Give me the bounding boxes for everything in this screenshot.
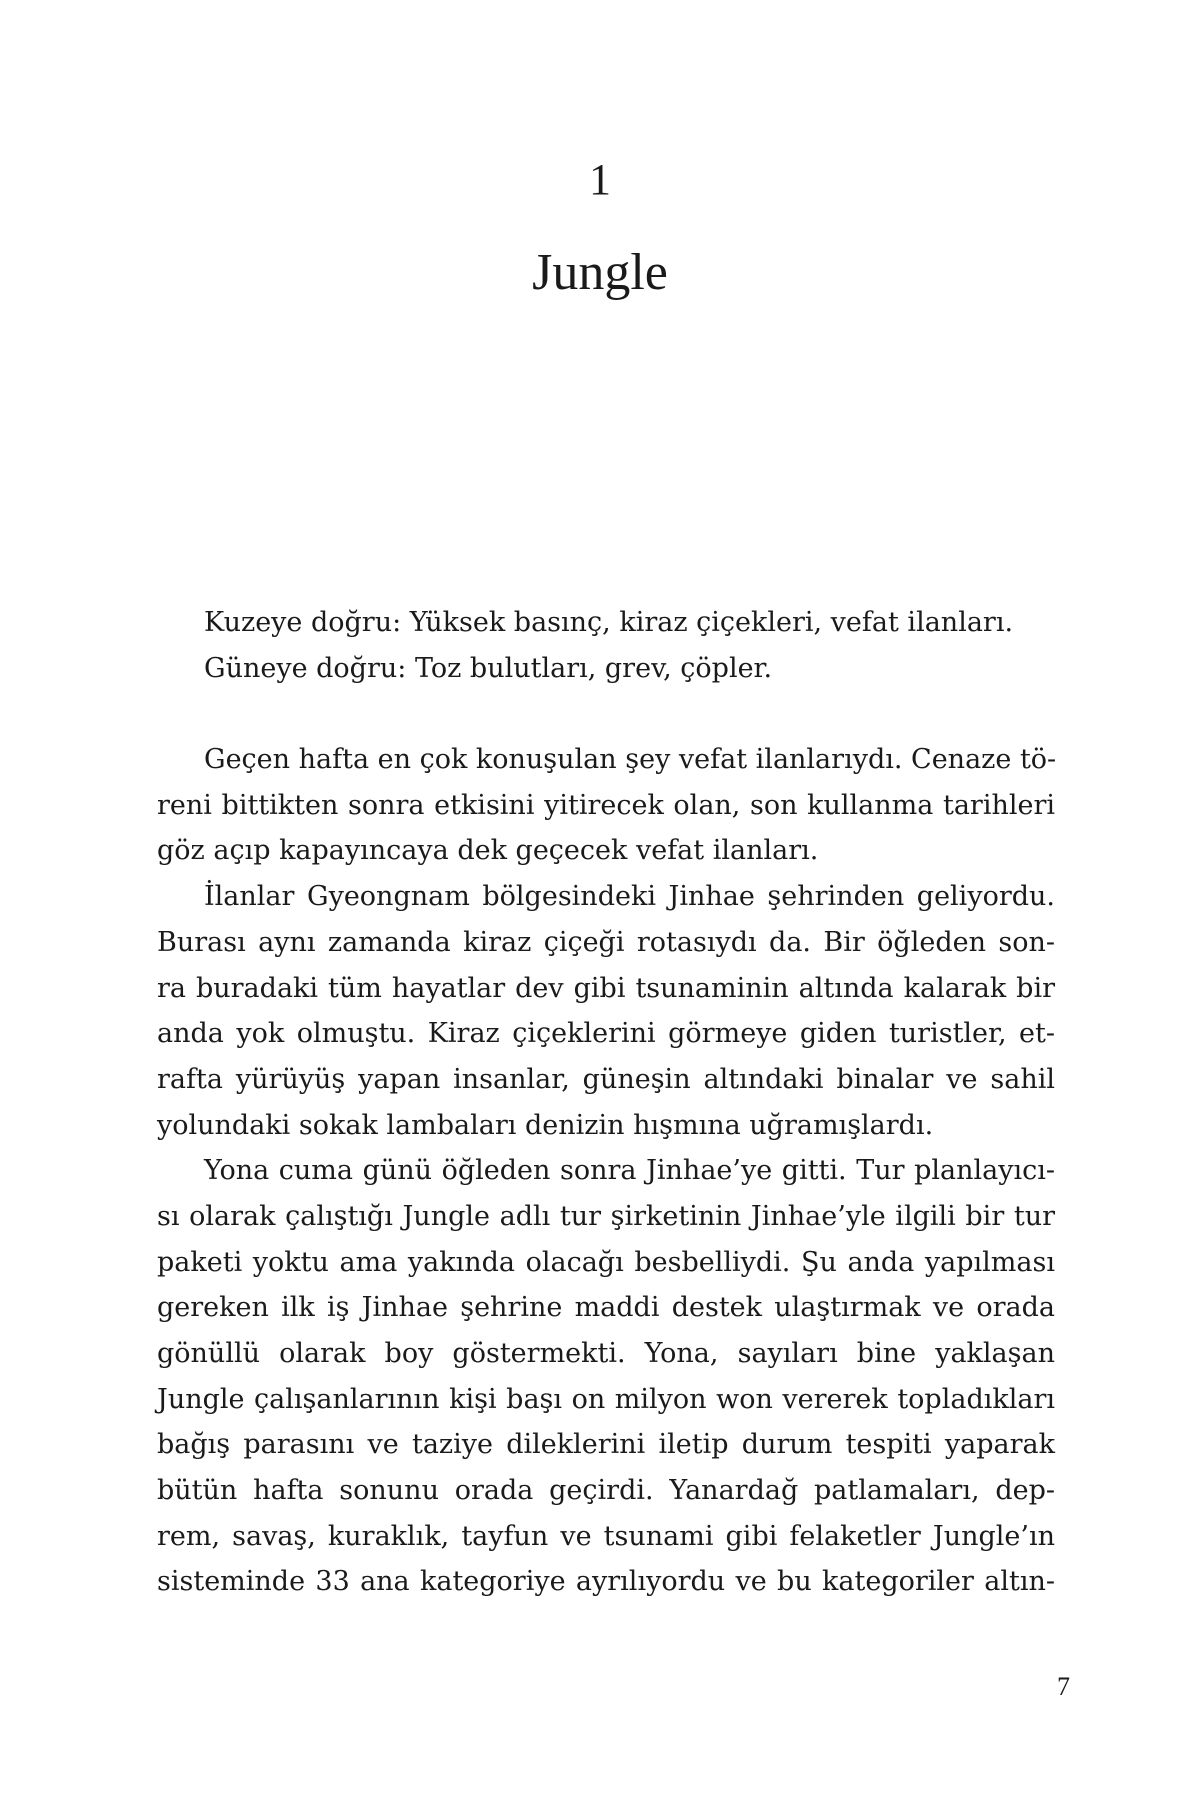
paragraph	[157, 737, 1055, 874]
text-line: Yona cuma günü öğleden sonra Jinhae’ye gitti. Tur planlayıcı-	[204, 1155, 1055, 1187]
text-line: Burası aynı zamanda kiraz çiçeği rotasıydı da. Bir öğleden son-	[157, 926, 1055, 958]
text-line: Jungle çalışanlarının kişi başı on milyon won vererek topladıkları	[157, 1383, 1055, 1415]
text-line: gereken ilk iş Jinhae şehrine maddi destek ulaştırmak ve orada	[157, 1292, 1055, 1324]
text-line: bağış parasını ve taziye dileklerini iletip durum tespiti yaparak	[157, 1429, 1055, 1461]
text-line: bütün hafta sonunu orada geçirdi. Yanardağ patlamaları, dep-	[157, 1475, 1055, 1507]
epigraph	[157, 600, 1055, 691]
text-line: reni bittikten sonra etkisini yitirecek olan, son kullanma tarihleri	[157, 789, 1055, 821]
text-line: anda yok olmuştu. Kiraz çiçeklerini görmeye giden turistler, et-	[157, 1018, 1055, 1050]
epigraph-line: Güneye doğru: Toz bulutları, grev, çöpler.	[204, 652, 773, 684]
text-line: sisteminde 33 ana kategoriye ayrılıyordu ve bu kategoriler altın-	[157, 1566, 1055, 1598]
text-line: göz açıp kapayıncaya dek geçecek vefat ilanları.	[157, 835, 819, 867]
paragraph	[157, 1148, 1055, 1605]
page-number: 7	[1057, 1672, 1070, 1701]
chapter-number: 1	[589, 155, 611, 204]
text-line: sı olarak çalıştığı Jungle adlı tur şirketinin Jinhae’yle ilgili bir tur	[157, 1200, 1055, 1232]
section-gap	[157, 691, 1055, 737]
body-text	[157, 600, 1055, 1605]
text-line: Geçen hafta en çok konuşulan şey vefat ilanlarıydı. Cenaze tö-	[204, 744, 1057, 776]
text-line: paketi yoktu ama yakında olacağı besbelliydi. Şu anda yapılması	[157, 1246, 1055, 1278]
epigraph-line: Kuzeye doğru: Yüksek basınç, kiraz çiçekleri, vefat ilanları.	[204, 607, 1014, 638]
text-line: rafta yürüyüş yapan insanlar, güneşin altındaki binalar ve sahil	[157, 1063, 1055, 1095]
text-line: ra buradaki tüm hayatlar dev gibi tsunaminin altında kalarak bir	[157, 972, 1055, 1004]
text-line: rem, savaş, kuraklık, tayfun ve tsunami gibi felaketler Jungle’ın	[157, 1520, 1055, 1552]
text-line: yolundaki sokak lambaları denizin hışmına uğramışlardı.	[157, 1109, 934, 1141]
chapter-title: Jungle	[532, 244, 668, 301]
paragraph	[157, 874, 1055, 1148]
text-line: gönüllü olarak boy göstermekti. Yona, sayıları bine yaklaşan	[157, 1338, 1055, 1369]
text-line: İlanlar Gyeongnam bölgesindeki Jinhae şehrinden geliyordu.	[204, 881, 1055, 913]
